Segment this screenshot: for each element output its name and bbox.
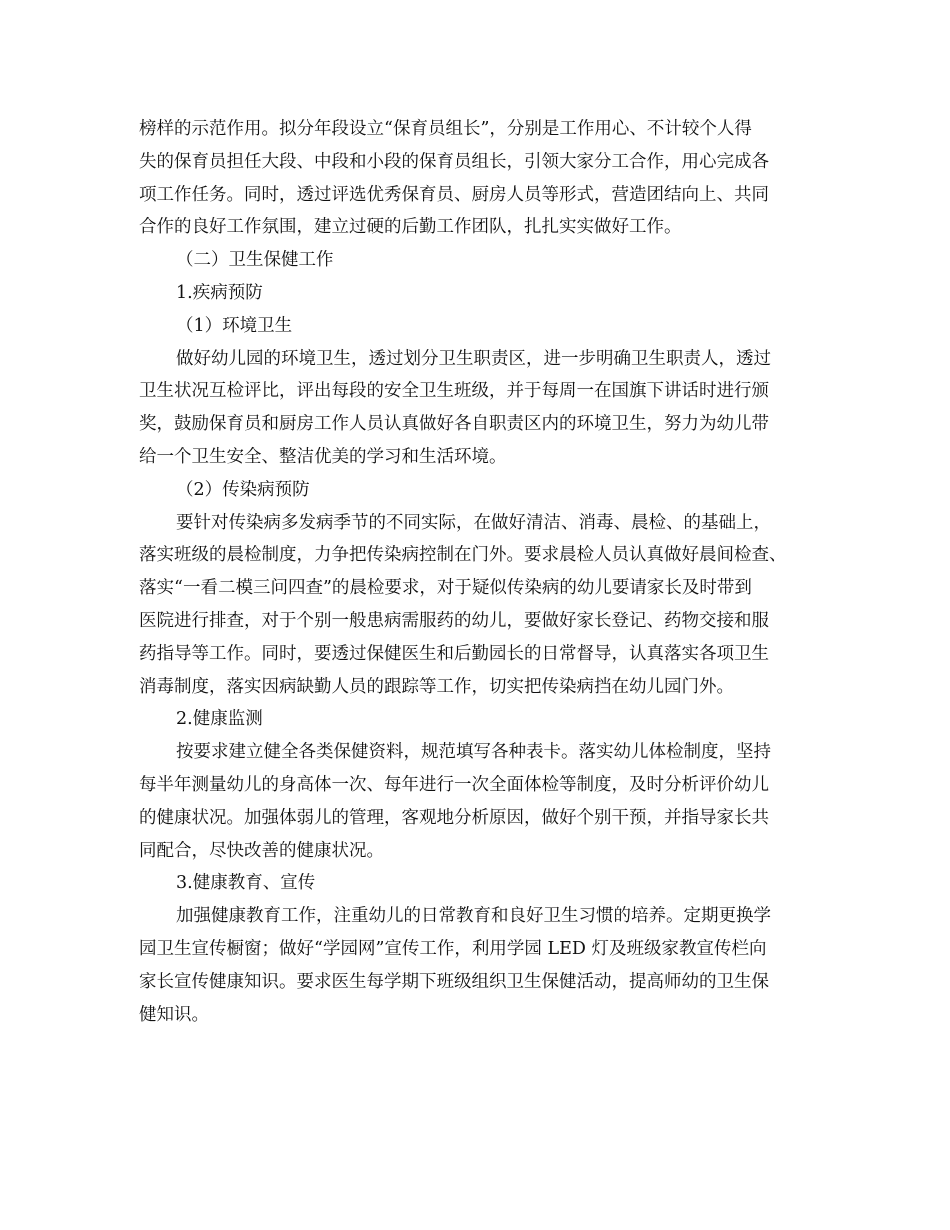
text-line: （二）卫生保健工作 <box>176 250 334 271</box>
text-line: 合作的良好工作氛围，建立过硬的后勤工作团队，扎扎实实做好工作。 <box>139 217 682 238</box>
text-line: 失的保育员担任大段、中段和小段的保育员组长，引领大家分工合作，用心完成各 <box>139 151 769 172</box>
text-line: 做好幼儿园的环境卫生，透过划分卫生职责区，进一步明确卫生职责人，透过 <box>176 348 771 369</box>
text-line: 榜样的示范作用。拟分年段设立“保育员组长”，分别是工作用心、不计较个人得 <box>139 119 752 139</box>
text-line: 落实“一看二模三问四查”的晨检要求，对于疑似传染病的幼儿要请家长及时带到 <box>139 578 752 599</box>
text-line: 要针对传染病多发病季节的不同实际，在做好清洁、消毒、晨检、的基础上， <box>176 512 771 533</box>
text-line: 落实班级的晨检制度，力争把传染病控制在门外。要求晨检人员认真做好晨间检查、 <box>139 545 787 566</box>
text-line: 1.疾病预防 <box>176 282 263 303</box>
text-line: 卫生状况互检评比，评出每段的安全卫生班级，并于每周一在国旗下讲话时进行颁 <box>139 381 769 402</box>
text-line: 奖，鼓励保育员和厨房工作人员认真做好各自职责区内的环境卫生，努力为幼儿带 <box>139 414 769 435</box>
text-line: 给一个卫生安全、整洁优美的学习和生活环境。 <box>139 446 507 467</box>
text-line: 消毒制度，落实因病缺勤人员的跟踪等工作，切实把传染病挡在幼儿园门外。 <box>139 676 734 697</box>
text-line: 按要求建立健全各类保健资料，规范填写各种表卡。落实幼儿体检制度，坚持 <box>176 742 771 763</box>
text-line: 同配合，尽快改善的健康状况。 <box>139 840 384 861</box>
text-line: 药指导等工作。同时，要透过保健医生和后勤园长的日常督导，认真落实各项卫生 <box>139 643 769 664</box>
text-line: 家长宣传健康知识。要求医生每学期下班级组织卫生保健活动，提高师幼的卫生保 <box>139 971 769 992</box>
text-line: 的健康状况。加强体弱儿的管理，客观地分析原因，做好个别干预，并指导家长共 <box>139 807 769 828</box>
text-line: 项工作任务。同时，透过评选优秀保育员、厨房人员等形式，营造团结向上、共同 <box>139 184 769 205</box>
text-line: 健知识。 <box>139 1004 209 1025</box>
text-line: 每半年测量幼儿的身高体一次、每年进行一次全面体检等制度，及时分析评价幼儿 <box>139 774 769 795</box>
text-line: （1）环境卫生 <box>176 315 293 336</box>
text-line: 2.健康监测 <box>176 709 263 730</box>
text-line: 园卫生宣传橱窗；做好“学园网”宣传工作，利用学园 LED 灯及班级家教宣传栏向 <box>139 938 767 959</box>
text-line: （2）传染病预防 <box>176 479 310 500</box>
text-line: 3.健康教育、宣传 <box>176 873 316 894</box>
text-line: 医院进行排查，对于个别一般患病需服药的幼儿，要做好家长登记、药物交接和服 <box>139 610 769 631</box>
document-body <box>139 113 829 1031</box>
text-line: 加强健康教育工作，注重幼儿的日常教育和良好卫生习惯的培养。定期更换学 <box>176 906 771 927</box>
